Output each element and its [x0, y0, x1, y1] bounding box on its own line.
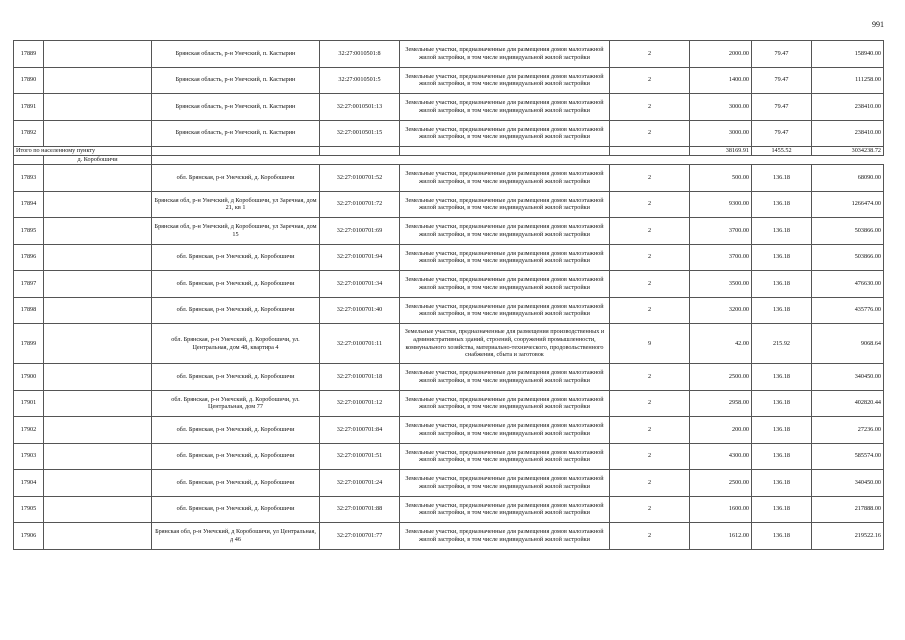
row-value: 217888.00: [812, 496, 884, 523]
row-value: 238410.00: [812, 120, 884, 147]
row-category: Земельные участки, предназначенные для размещения домов малоэтажной жилой застройки, в том числе индивидуальной жилой застройки: [400, 417, 610, 444]
table-row: [14, 443, 884, 470]
row-value: 111258.00: [812, 67, 884, 94]
row-category: Земельные участки, предназначенные для размещения домов малоэтажной жилой застройки, в том числе индивидуальной жилой застройки: [400, 496, 610, 523]
row-location: Брянская обл, р-н Унечский, д Коробошичи, ул Центральная, д 46: [152, 523, 320, 550]
subtotal-value: 3034238.72: [812, 147, 884, 156]
row-blank: [44, 443, 152, 470]
row-cadastral-number: 32:27:0100701:34: [320, 271, 400, 298]
table-row: [14, 120, 884, 147]
row-id: 17897: [14, 271, 44, 298]
table-row: [14, 191, 884, 218]
row-rate: 136.18: [752, 297, 812, 324]
table-row: [14, 417, 884, 444]
row-cadastral-number: 32:27:0100701:12: [320, 390, 400, 417]
row-category: Земельные участки, предназначенные для размещения домов малоэтажной жилой застройки, в том числе индивидуальной жилой застройки: [400, 470, 610, 497]
row-area: 42.00: [690, 324, 752, 364]
table-row: [14, 244, 884, 271]
row-blank: [44, 417, 152, 444]
row-cadastral-number: 32:27:0100701:94: [320, 244, 400, 271]
row-id: 17895: [14, 218, 44, 245]
row-rate: 136.18: [752, 191, 812, 218]
row-location: Брянская обл, р-н Унечский, д Коробошичи, ул Заречная, дом 21, кв 1: [152, 191, 320, 218]
row-location: обл. Брянская, р-н Унечский, д. Коробошичи: [152, 417, 320, 444]
row-area: 3200.00: [690, 297, 752, 324]
row-rate: 136.18: [752, 417, 812, 444]
table-row: [14, 470, 884, 497]
row-rate: 136.18: [752, 218, 812, 245]
row-id: 17893: [14, 165, 44, 192]
row-value: 158940.00: [812, 41, 884, 68]
row-value: 585574.00: [812, 443, 884, 470]
row-group-number: 9: [610, 324, 690, 364]
table-row: [14, 67, 884, 94]
row-id: 17904: [14, 470, 44, 497]
table-row: [14, 523, 884, 550]
row-value: 238410.00: [812, 94, 884, 121]
row-value: 435776.00: [812, 297, 884, 324]
row-group-number: 2: [610, 443, 690, 470]
row-blank: [44, 94, 152, 121]
row-value: 476630.00: [812, 271, 884, 298]
row-blank: [44, 218, 152, 245]
subtotal-label: Итого по населенному пункту: [14, 147, 152, 156]
row-location: Брянская обл, р-н Унечский, д Коробошичи, ул Заречная, дом 15: [152, 218, 320, 245]
row-rate: 79.47: [752, 41, 812, 68]
row-cadastral-number: 32:27:0010501:13: [320, 94, 400, 121]
row-area: 1400.00: [690, 67, 752, 94]
row-id: 17901: [14, 390, 44, 417]
row-location: обл. Брянская, р-н Унечский, д. Коробошичи: [152, 297, 320, 324]
row-group-number: 2: [610, 120, 690, 147]
row-id: 17903: [14, 443, 44, 470]
table-row: [14, 390, 884, 417]
row-cadastral-number: 32:27:0010501:15: [320, 120, 400, 147]
row-area: 2500.00: [690, 364, 752, 391]
row-id: 17896: [14, 244, 44, 271]
row-location: обл. Брянская, р-н Унечский, д. Коробошичи: [152, 271, 320, 298]
row-category: Земельные участки, предназначенные для размещения домов малоэтажной жилой застройки, в том числе индивидуальной жилой застройки: [400, 297, 610, 324]
row-location: обл. Брянская, р-н Унечский, д. Коробошичи: [152, 244, 320, 271]
row-cadastral-number: 32:27:0100701:52: [320, 165, 400, 192]
row-cadastral-number: 32:27:0100701:77: [320, 523, 400, 550]
row-area: 1612.00: [690, 523, 752, 550]
row-category: Земельные участки, предназначенные для размещения домов малоэтажной жилой застройки, в том числе индивидуальной жилой застройки: [400, 443, 610, 470]
row-category: Земельные участки, предназначенные для размещения домов малоэтажной жилой застройки, в том числе индивидуальной жилой застройки: [400, 67, 610, 94]
row-group-number: 2: [610, 244, 690, 271]
row-area: 2000.00: [690, 41, 752, 68]
row-rate: 79.47: [752, 67, 812, 94]
row-blank: [44, 120, 152, 147]
row-cadastral-number: 32:27:0100701:18: [320, 364, 400, 391]
row-group-number: 2: [610, 218, 690, 245]
row-cadastral-number: 32:27:0100701:88: [320, 496, 400, 523]
row-location: обл. Брянская, р-н Унечский, д. Коробошичи: [152, 443, 320, 470]
row-id: 17892: [14, 120, 44, 147]
row-id: 17900: [14, 364, 44, 391]
row-id: 17891: [14, 94, 44, 121]
land-register-table: [13, 40, 884, 550]
row-cadastral-number: 32:27:0100701:40: [320, 297, 400, 324]
row-cadastral-number: 32:27:0010501:5: [320, 67, 400, 94]
row-rate: 136.18: [752, 244, 812, 271]
table-row: [14, 496, 884, 523]
row-group-number: 2: [610, 67, 690, 94]
table-row: [14, 165, 884, 192]
row-area: 2958.00: [690, 390, 752, 417]
subtotal-rate: 1455.52: [752, 147, 812, 156]
row-cadastral-number: 32:27:0010501:8: [320, 41, 400, 68]
table-row: [14, 297, 884, 324]
row-location: обл. Брянская, р-н Унечский, д. Коробошичи, ул. Центральная, дом 48, квартира 4: [152, 324, 320, 364]
row-cadastral-number: 32:27:0100701:24: [320, 470, 400, 497]
row-rate: 136.18: [752, 364, 812, 391]
row-blank: [44, 297, 152, 324]
row-category: Земельные участки, предназначенные для размещения домов малоэтажной жилой застройки, в том числе индивидуальной жилой застройки: [400, 390, 610, 417]
row-location: обл. Брянская, р-н Унечский, д. Коробошичи: [152, 364, 320, 391]
row-category: Земельные участки, предназначенные для размещения домов малоэтажной жилой застройки, в том числе индивидуальной жилой застройки: [400, 218, 610, 245]
row-group-number: 2: [610, 191, 690, 218]
row-value: 68090.00: [812, 165, 884, 192]
table-row: [14, 41, 884, 68]
row-area: 3000.00: [690, 94, 752, 121]
row-cadastral-number: 32:27:0100701:11: [320, 324, 400, 364]
row-value: 9068.64: [812, 324, 884, 364]
row-id: 17905: [14, 496, 44, 523]
row-id: 17906: [14, 523, 44, 550]
row-group-number: 2: [610, 523, 690, 550]
row-location: Брянская область, р-н Унечский, п. Кастырин: [152, 120, 320, 147]
row-location: обл. Брянская, р-н Унечский, д. Коробошичи: [152, 165, 320, 192]
row-value: 340450.00: [812, 364, 884, 391]
row-area: 4300.00: [690, 443, 752, 470]
row-group-number: 2: [610, 165, 690, 192]
row-cadastral-number: 32:27:0100701:84: [320, 417, 400, 444]
row-rate: 136.18: [752, 496, 812, 523]
row-value: 27236.00: [812, 417, 884, 444]
row-cadastral-number: 32:27:0100701:72: [320, 191, 400, 218]
row-rate: 79.47: [752, 94, 812, 121]
row-id: 17899: [14, 324, 44, 364]
row-id: 17889: [14, 41, 44, 68]
row-blank: [44, 364, 152, 391]
row-value: 503866.00: [812, 218, 884, 245]
row-group-number: 2: [610, 41, 690, 68]
row-category: Земельные участки, предназначенные для размещения домов малоэтажной жилой застройки, в том числе индивидуальной жилой застройки: [400, 244, 610, 271]
row-category: Земельные участки, предназначенные для размещения домов малоэтажной жилой застройки, в том числе индивидуальной жилой застройки: [400, 165, 610, 192]
row-category: Земельные участки, предназначенные для размещения домов малоэтажной жилой застройки, в том числе индивидуальной жилой застройки: [400, 523, 610, 550]
row-value: 219522.16: [812, 523, 884, 550]
row-value: 340450.00: [812, 470, 884, 497]
row-area: 1600.00: [690, 496, 752, 523]
table-row: [14, 218, 884, 245]
row-area: 3700.00: [690, 244, 752, 271]
row-blank: [44, 523, 152, 550]
row-location: Брянская область, р-н Унечский, п. Кастырин: [152, 94, 320, 121]
table-row: [14, 94, 884, 121]
table-row: [14, 271, 884, 298]
row-cadastral-number: 32:27:0100701:51: [320, 443, 400, 470]
row-group-number: 2: [610, 271, 690, 298]
subtotal-area: 38169.91: [690, 147, 752, 156]
row-area: 500.00: [690, 165, 752, 192]
row-blank: [44, 191, 152, 218]
row-location: Брянская область, р-н Унечский, п. Кастырин: [152, 41, 320, 68]
row-rate: 136.18: [752, 443, 812, 470]
row-blank: [44, 271, 152, 298]
row-value: 1266474.00: [812, 191, 884, 218]
row-location: обл. Брянская, р-н Унечский, д. Коробошичи: [152, 470, 320, 497]
row-group-number: 2: [610, 417, 690, 444]
row-blank: [44, 244, 152, 271]
rows-before: [14, 41, 884, 147]
row-value: 503866.00: [812, 244, 884, 271]
row-id: 17898: [14, 297, 44, 324]
row-rate: 79.47: [752, 120, 812, 147]
row-category: Земельные участки, предназначенные для размещения производственных и административных зданий, строений, сооружений промышленности, коммунального хозяйства, материально-технического, продовольственного снабжения, сбыта и заготовок: [400, 324, 610, 364]
subtotal-block: [14, 147, 884, 165]
row-cadastral-number: 32:27:0100701:69: [320, 218, 400, 245]
row-rate: 136.18: [752, 470, 812, 497]
row-id: 17902: [14, 417, 44, 444]
row-id: 17894: [14, 191, 44, 218]
row-id: 17890: [14, 67, 44, 94]
rows-after: [14, 165, 884, 550]
row-blank: [44, 165, 152, 192]
row-category: Земельные участки, предназначенные для размещения домов малоэтажной жилой застройки, в том числе индивидуальной жилой застройки: [400, 364, 610, 391]
row-area: 3500.00: [690, 271, 752, 298]
row-category: Земельные участки, предназначенные для размещения домов малоэтажной жилой застройки, в том числе индивидуальной жилой застройки: [400, 271, 610, 298]
row-group-number: 2: [610, 364, 690, 391]
row-group-number: 2: [610, 94, 690, 121]
row-group-number: 2: [610, 496, 690, 523]
row-group-number: 2: [610, 470, 690, 497]
row-rate: 136.18: [752, 390, 812, 417]
row-area: 2500.00: [690, 470, 752, 497]
row-rate: 136.18: [752, 165, 812, 192]
row-group-number: 2: [610, 297, 690, 324]
table-row: [14, 364, 884, 391]
row-rate: 136.18: [752, 271, 812, 298]
row-category: Земельные участки, предназначенные для размещения домов малоэтажной жилой застройки, в том числе индивидуальной жилой застройки: [400, 191, 610, 218]
row-category: Земельные участки, предназначенные для размещения домов малоэтажной жилой застройки, в том числе индивидуальной жилой застройки: [400, 41, 610, 68]
row-rate: 136.18: [752, 523, 812, 550]
row-location: Брянская область, р-н Унечский, п. Кастырин: [152, 67, 320, 94]
settlement-name: д. Коробошичи: [44, 156, 152, 165]
row-area: 9300.00: [690, 191, 752, 218]
row-blank: [44, 41, 152, 68]
settlement-row: [14, 156, 884, 165]
row-group-number: 2: [610, 390, 690, 417]
row-area: 3000.00: [690, 120, 752, 147]
row-category: Земельные участки, предназначенные для размещения домов малоэтажной жилой застройки, в том числе индивидуальной жилой застройки: [400, 120, 610, 147]
row-blank: [44, 67, 152, 94]
row-blank: [44, 496, 152, 523]
row-blank: [44, 470, 152, 497]
row-blank: [44, 390, 152, 417]
row-location: обл. Брянская, р-н Унечский, д. Коробошичи, ул. Центральная, дом 77: [152, 390, 320, 417]
row-category: Земельные участки, предназначенные для размещения домов малоэтажной жилой застройки, в том числе индивидуальной жилой застройки: [400, 94, 610, 121]
row-area: 200.00: [690, 417, 752, 444]
row-value: 402820.44: [812, 390, 884, 417]
row-location: обл. Брянская, р-н Унечский, д. Коробошичи: [152, 496, 320, 523]
page-number: 991: [872, 20, 884, 29]
row-rate: 215.92: [752, 324, 812, 364]
row-area: 3700.00: [690, 218, 752, 245]
row-blank: [44, 324, 152, 364]
table-row: [14, 324, 884, 364]
subtotal-row: [14, 147, 884, 156]
